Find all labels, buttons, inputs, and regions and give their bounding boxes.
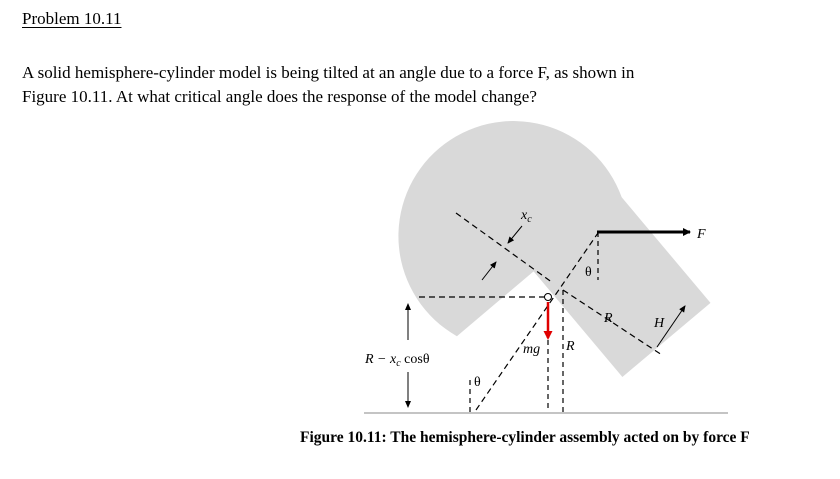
center-of-gravity-marker [545,294,552,301]
force-label: F [697,227,706,242]
lever-arm-label [364,352,430,369]
theta-top-label: θ [585,265,592,280]
height-label: H [654,316,665,331]
xc-label-main: x [521,208,528,223]
lever-arm-label-prefix: R − x [365,352,397,367]
theta-bottom-label: θ [474,375,481,390]
problem-text-line-1: A solid hemisphere-cylinder model is being tilted at an angle due to a force F, as shown in [22,63,635,82]
radius-slant-label: R [604,311,613,326]
radius-vertical-label: R [566,339,575,354]
hemisphere-cylinder-body [398,121,710,377]
lever-arm-label-suffix: cosθ [400,352,430,367]
xc-label-sub: c [527,214,532,225]
problem-title: Problem 10.11 [22,9,122,28]
problem-text-line-2: Figure 10.11. At what critical angle does the response of the model change? [22,87,537,106]
figure-caption: Figure 10.11: The hemisphere-cylinder assembly acted on by force F [300,429,750,446]
weight-label: mg [523,342,541,357]
lever-arm-label-sub: c [396,358,401,369]
